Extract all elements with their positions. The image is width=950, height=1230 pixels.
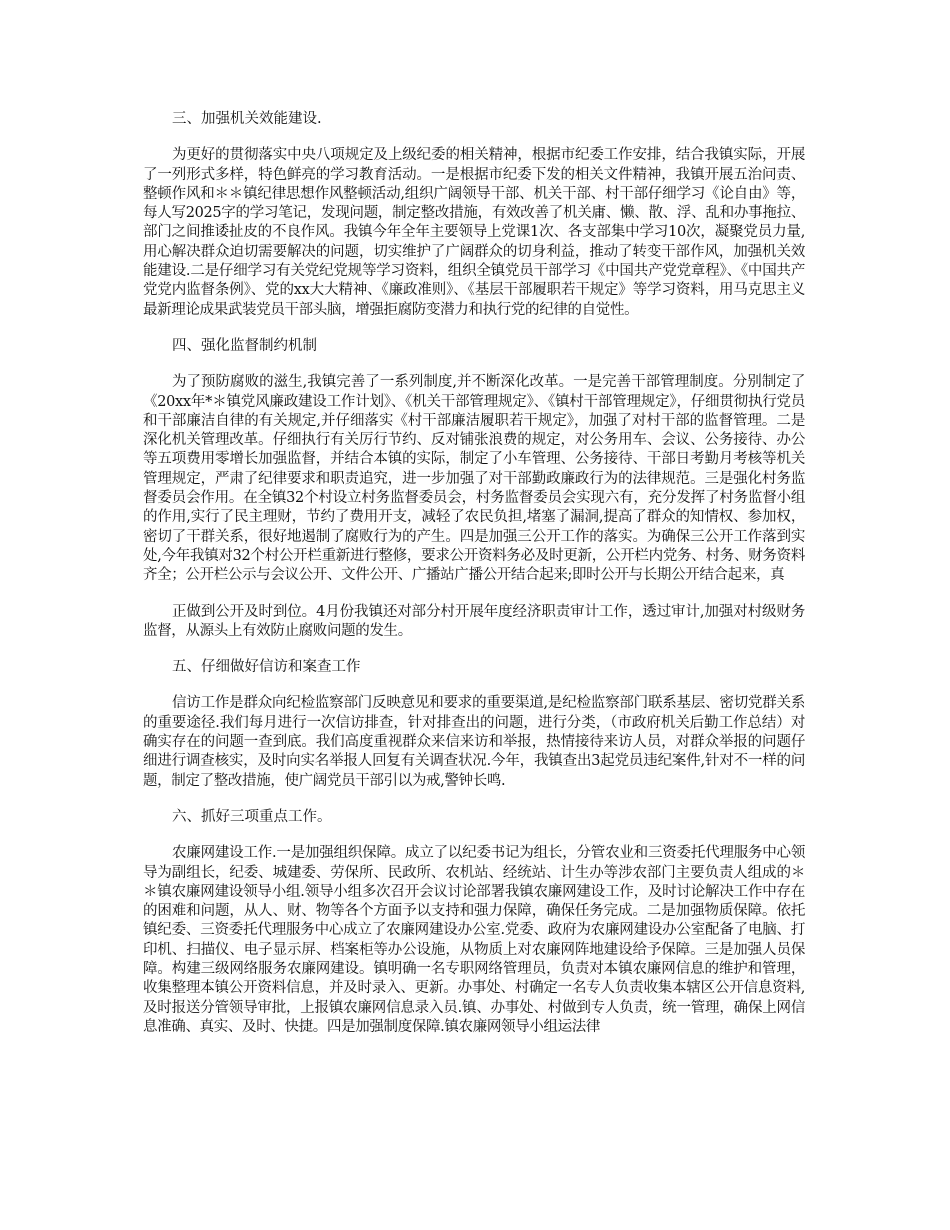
paragraph-supervision: 为了预防腐败的滋生,我镇完善了一系列制度,并不断深化改革。一是完善干部管理制度。分别制定了《20xx年*＊镇党风廉政建设工作计划》、《机关干部管理规定》、《镇村干部管理规定》，仔细贯彻执行党员和干部廉洁自律的有关规定,并仔细落实《村干部廉洁履职若干规定》，加强了对村干部的监督管理。二是深化机关管理改革。仔细执行有关厉行节约、反对铺张浪费的规定，对公务用车、会议、公务接待、办公等五项费用零增长加强监督，并结合本镇的实际，制定了小车管理、公务接待、干部日考勤月考核等机关管理规定，严肃了纪律要求和职责追究，进一步加强了对干部勤政廉政行为的法律规范。三是强化村务监督委员会作用。在全镇32个村设立村务监督委员会，村务监督委员会实现六有，充分发挥了村务监督小组的作用,实行了民主理财，节约了费用开支，减轻了农民负担,堵塞了漏洞,提高了群众的知情权、参加权，密切了干群关系，很好地遏制了腐败行为的产生。四是加强三公开工作的落实。为确保三公开工作落到实处,今年我镇对32个村公开栏重新进行整修，要求公开资料务必及时更新，公开栏内党务、村务、财务资料齐全；公开栏公示与会议公开、文件公开、广播站广播公开结合起来;即时公开与长期公开结合起来，真: [143, 374, 805, 584]
document-page: [143, 110, 805, 1037]
section-heading-4: 四、强化监督制约机制: [172, 337, 317, 354]
section-heading-3: 三、加强机关效能建设.: [172, 111, 322, 127]
paragraph-key-work: 农廉网建设工作.一是加强组织保障。成立了以纪委书记为组长，分管农业和三资委托代理服务中心领导为副组长，纪委、城建委、劳保所、民政所、农机站、经统站、计生办等涉农部门主要负责人组成的＊＊镇农廉网建设领导小组.领导小组多次召开会议讨论部署我镇农廉网建设工作，及时讨论解决工作中存在的困难和问题，从人、财、物等各个方面予以支持和强力保障，确保任务完成。二是加强物质保障。依托镇纪委、三资委托代理服务中心成立了农廉网建设办公室.党委、政府为农廉网建设办公室配备了电脑、打印机、扫描仪、电子显示屏、档案柜等办公设施，从物质上对农廉网阵地建设给予保障。三是加强人员保障。构建三级网络服务农廉网建设。镇明确一名专职网络管理员，负责对本镇农廉网信息的维护和管理，收集整理本镇公开资料信息，并及时录入、更新。办事处、村确定一名专人负责收集本辖区公开信息资料,及时报送分管领导审批，上报镇农廉网信息录入员.镇、办事处、村做到专人负责，统一管理，确保上网信息准确、真实、及时、快捷。四是加强制度保障.镇农廉网领导小组运法律: [143, 845, 805, 1035]
section-heading-6: 六、抓好三项重点工作。: [172, 808, 332, 825]
paragraph-efficiency: 为更好的贯彻落实中央八项规定及上级纪委的相关精神，根据市纪委工作安排，结合我镇实际，开展了一列形式多样，特色鲜亮的学习教育活动。一是根据市纪委下发的相关文件精神，我镇开展五治问责、整顿作风和＊＊镇纪律思想作风整顿活动,组织广阔领导干部、机关干部、村干部仔细学习《论自由》等，每人写2025字的学习笔记，发现问题，制定整改措施，有效改善了机关庸、懒、散、浮、乱和办事拖拉、部门之间推诿扯皮的不良作风。我镇今年全年主要领导上党课1次、各支部集中学习10次，凝聚党员力量,用心解决群众迫切需要解决的问题，切实维护了广阔群众的切身利益，推动了转变干部作风，加强机关效能建设.二是仔细学习有关党纪党规等学习资料，组织全镇党员干部学习《中国共产党党章程》、《中国共产党党内监督条例》、党的xx大大精神、《廉政准则》、《基层干部履职若干规定》等学习资料，用马克思主义最新理论成果武装党员干部头脑，增强拒腐防变潜力和执行党的纪律的自觉性。: [143, 147, 805, 318]
paragraph-petitions: 信访工作是群众向纪检监察部门反映意见和要求的重要渠道,是纪检监察部门联系基层、密切党群关系的重要途径.我们每月进行一次信访排查，针对排查出的问题，进行分类，（市政府机关后勤工作总结）对确实存在的问题一查到底。我们高度重视群众来信来访和举报，热情接待来访人员，对群众举报的问题仔细进行调查核实，及时向实名举报人回复有关调查状况.今年，我镇查出3起党员违纪案件,针对不一样的问题，制定了整改措施，使广阔党员干部引以为戒,警钟长鸣.: [143, 695, 805, 789]
section-heading-5: 五、仔细做好信访和案查工作: [172, 659, 361, 676]
paragraph-supervision-cont: 正做到公开及时到位。4月份我镇还对部分村开展年度经济职责审计工作，透过审计,加强对村级财务监督，从源头上有效防止腐败问题的发生。: [143, 603, 805, 639]
